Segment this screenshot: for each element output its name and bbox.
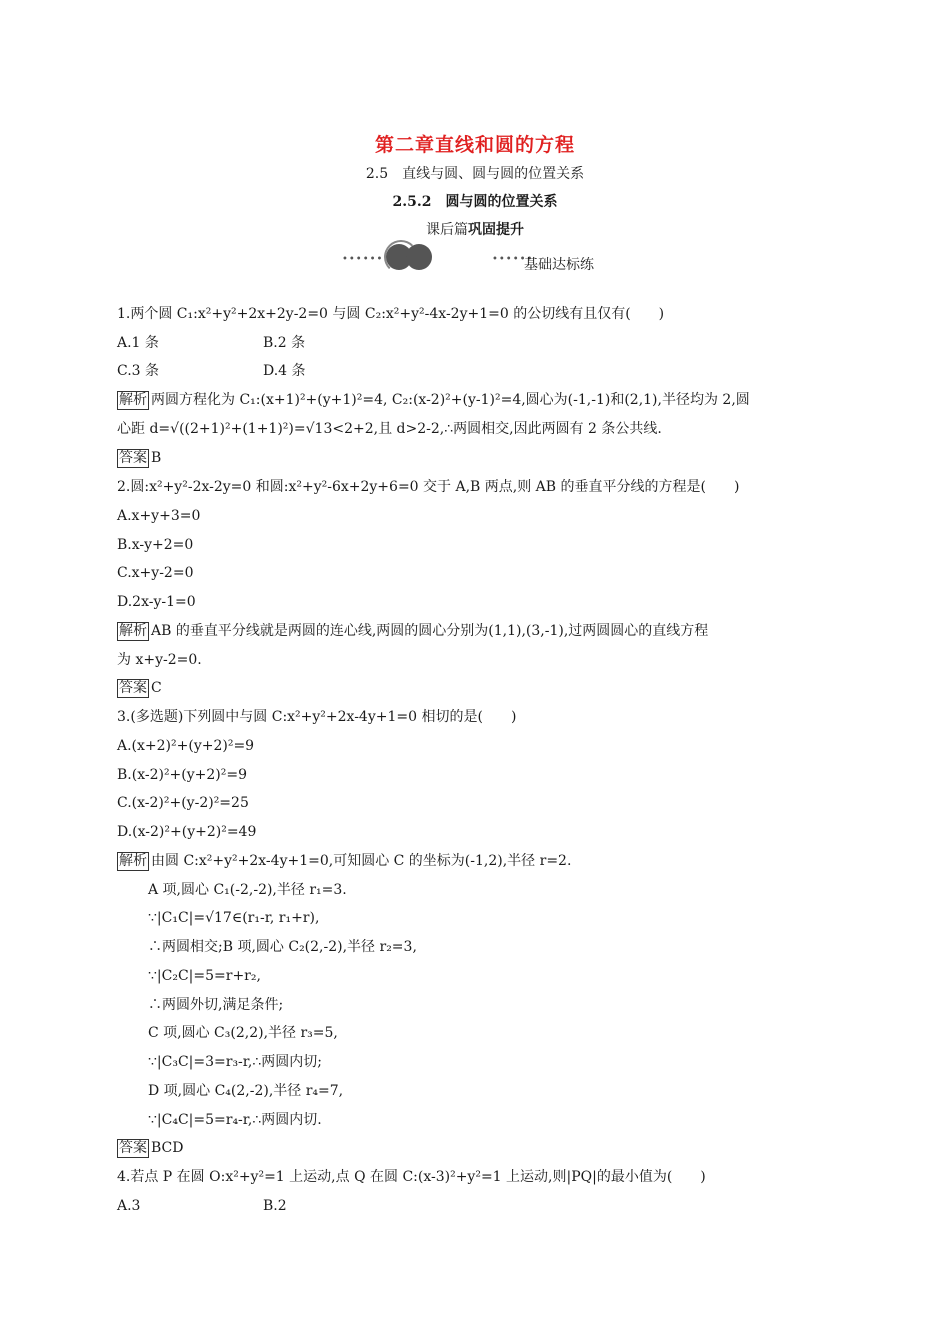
question-4: 4.若点 P 在圆 O:x²+y²=1 上运动,点 Q 在圆 C:(x-3)²+y²=1 上运动,则|PQ|的最小值为( ) — [117, 1169, 706, 1185]
option: A.(x+2)²+(y+2)²=9 — [117, 738, 255, 754]
analysis-text: 心距 d=√((2+1)²+(1+1)²)=√13<2+2,且 d>2-2,∴两圆相交,因此两圆有 2 条公共线. — [117, 421, 662, 437]
chapter-title: 第二章直线和圆的方程 — [374, 134, 575, 156]
analysis-text: 由圆 C:x²+y²+2x-4y+1=0,可知圆心 C 的坐标为(-1,2),半径 r=2. — [151, 853, 572, 869]
analysis-text: 两圆方程化为 C₁:(x+1)²+(y+1)²=4, C₂:(x-2)²+(y-1)²=4,圆心为(-1,-1)和(2,1),半径均为 2,圆 — [151, 392, 750, 408]
answer-tag: 答案 — [119, 680, 147, 696]
option: A.3 — [117, 1198, 141, 1214]
analysis-text: ∵|C₄C|=5=r₄-r,∴两圆内切. — [148, 1112, 322, 1128]
answer-tag: 答案 — [119, 1140, 147, 1156]
answer-text: C — [151, 680, 162, 696]
answer-line — [117, 1138, 183, 1158]
question-2: 2.圆:x²+y²-2x-2y=0 和圆:x²+y²-6x+2y+6=0 交于 A,B 两点,则 AB 的垂直平分线的方程是( ) — [117, 479, 740, 495]
section-title: 2.5 直线与圆、圆与圆的位置关系 — [365, 166, 585, 182]
analysis-tag: 解析 — [119, 623, 147, 639]
analysis-tag: 解析 — [119, 392, 147, 408]
analysis-line — [117, 390, 750, 410]
analysis-text: ∴两圆相交;B 项,圆心 C₂(2,-2),半径 r₂=3, — [148, 939, 417, 955]
option: B.x-y+2=0 — [117, 537, 194, 553]
option: A.1 条 — [117, 335, 159, 351]
analysis-line — [117, 851, 571, 871]
question-3: 3.(多选题)下列圆中与圆 C:x²+y²+2x-4y+1=0 相切的是( ) — [117, 709, 517, 725]
answer-text: BCD — [151, 1140, 184, 1156]
answer-line — [117, 678, 162, 698]
course-prefix: 课后篇 — [426, 222, 468, 238]
option: D.2x-y-1=0 — [117, 594, 196, 610]
option: C.(x-2)²+(y-2)²=25 — [117, 795, 249, 811]
question-1: 1.两个圆 C₁:x²+y²+2x+2y-2=0 与圆 C₂:x²+y²-4x-2y+1=0 的公切线有且仅有( ) — [117, 306, 665, 322]
option: B.(x-2)²+(y+2)²=9 — [117, 767, 248, 783]
analysis-text: ∴两圆外切,满足条件; — [148, 997, 284, 1013]
option: B.2 — [263, 1198, 287, 1214]
analysis-tag: 解析 — [119, 853, 147, 869]
subsection-title: 2.5.2 圆与圆的位置关系 — [392, 194, 558, 210]
option: C.x+y-2=0 — [117, 565, 194, 581]
analysis-text: ∵|C₁C|=√17∈(r₁-r, r₁+r), — [148, 910, 320, 926]
banner-circle-icon — [406, 244, 432, 270]
analysis-line — [117, 621, 708, 641]
course-bold: 巩固提升 — [468, 222, 524, 238]
option: A.x+y+3=0 — [117, 508, 201, 524]
course-heading — [0, 219, 950, 239]
banner-dots-left: •••••• — [342, 254, 384, 265]
analysis-text: ∵|C₂C|=5=r+r₂, — [148, 968, 261, 984]
analysis-text: D 项,圆心 C₄(2,-2),半径 r₄=7, — [148, 1083, 344, 1099]
banner-label: 基础达标练 — [524, 257, 594, 273]
analysis-text: A 项,圆心 C₁(-2,-2),半径 r₁=3. — [148, 882, 347, 898]
option: C.3 条 — [117, 363, 160, 379]
answer-line — [117, 448, 161, 468]
answer-text: B — [151, 450, 162, 466]
analysis-text: C 项,圆心 C₃(2,2),半径 r₃=5, — [148, 1025, 338, 1041]
answer-tag: 答案 — [119, 450, 147, 466]
analysis-text: 为 x+y-2=0. — [117, 652, 202, 668]
option: B.2 条 — [263, 335, 306, 351]
banner-dots-right: •••••• — [492, 254, 534, 265]
option: D.(x-2)²+(y+2)²=49 — [117, 824, 257, 840]
option: D.4 条 — [263, 363, 306, 379]
analysis-text: ∵|C₃C|=3=r₃-r,∴两圆内切; — [148, 1054, 323, 1070]
analysis-text: AB 的垂直平分线就是两圆的连心线,两圆的圆心分别为(1,1),(3,-1),过两圆圆心的直线方程 — [151, 623, 709, 639]
section-banner — [340, 240, 640, 272]
